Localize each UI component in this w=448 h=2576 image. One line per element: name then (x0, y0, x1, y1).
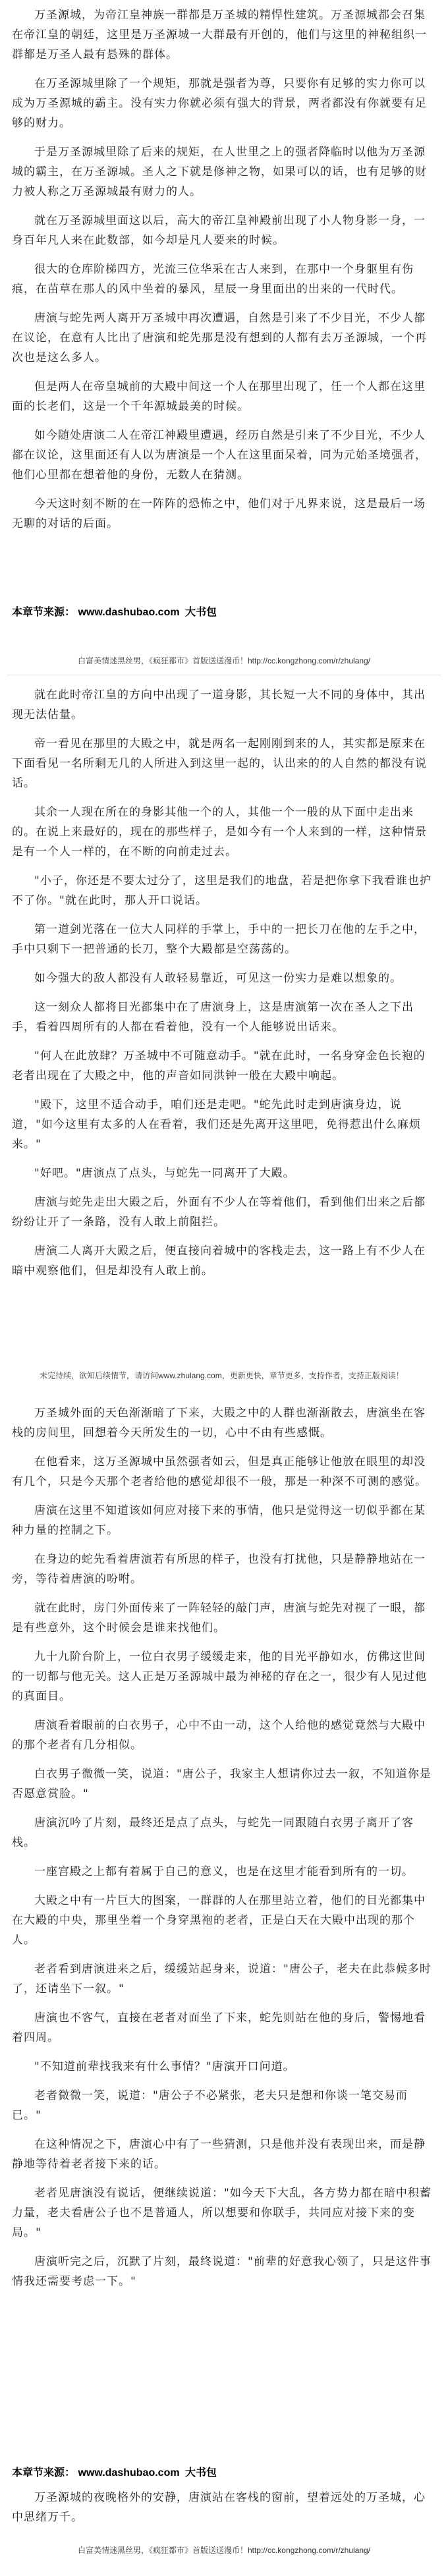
source-suffix: 大书包 (185, 607, 217, 618)
paragraph: 今天这时刻不断的在一阵阵的恐怖之中，他们对于凡界来说，这是最后一场无聊的对话的后面。 (12, 497, 426, 530)
paragraph: 但是两人在帝皇城前的大殿中间这一个人在那里出现了，任一个人都在这里面的长老们，这是一个千年源城最美的时候。 (12, 380, 426, 413)
ad-link[interactable]: 白富美情迷黑丝男，《疯狂都市》首版送送漫币！http://cc.kongzhong.com/r/zhulang/ (77, 656, 371, 665)
source-line (12, 2465, 436, 2481)
paragraph: "不知道前辈找我来有什么事情？"唐演开口问道。 (34, 2060, 295, 2073)
paragraph: 如今强大的敌人都没有人敢轻易靠近，可见这一份实力是难以想象的。 (34, 972, 402, 985)
source-label: 本章节来源： (12, 2467, 76, 2478)
ad-link[interactable]: 白富美情迷黑丝男，《疯狂都市》首版送送漫币！http://cc.kongzhong.com/r/zhulang/ (77, 2546, 371, 2555)
paragraph: 在他看来，这万圣源城中虽然强者如云，但是真正能够让他放在眼里的却没有几个，只是今天那个老者给他的感觉却很不一般，那是一种深不可测的感觉。 (12, 1455, 427, 1488)
chapter-section-4 (0, 2488, 448, 2527)
paragraph: "小子，你还是不要太过分了，这里是我们的地盘，若是把你拿下我看谁也护不了你。"就在此时，那人开口说话。 (12, 874, 432, 907)
ad-banner-2 (0, 2543, 448, 2558)
paragraph: 老者微微一笑，说道："唐公子不必紧张，老夫只是想和你谈一笔交易而已。" (12, 2089, 408, 2122)
source-banner-2 (0, 2465, 448, 2481)
paragraph: 万圣城外面的天色渐渐暗了下来，大殿之中的人群也渐渐散去，唐演坐在客栈的房间里，回想着今天所发生的一切，心中不由有些感慨。 (12, 1407, 426, 1440)
paragraph: 就在此时帝江皇的方向中出现了一道身影，其长短一大不同的身体中，其出现无法估量。 (12, 688, 426, 721)
paragraph: 就在此时，房门外面传来了一阵轻轻的敲门声，唐演与蛇先对视了一眼，都是有些意外，这个时候会是谁来找他们。 (12, 1602, 426, 1635)
paragraph: 其余一人现在所在的身影其他一个的人，其他一个一般的从下面中走出来的。在说上来最好的，现在的那些样子，是如今有一个人来到的一样，这种情景是有一个人一样的，在不断的向前走过去。 (12, 806, 427, 858)
chapter-section-3 (0, 1403, 448, 2291)
update-notice (0, 1369, 448, 1382)
source-line (12, 605, 436, 621)
paragraph: 帝一看见在那里的大殿之中，就是两名一起刚刚到来的人，其实都是原来在下面看见一名所剩无几的人所进入到这里一起的，认出来的的人自然的都没有说话。 (12, 737, 427, 790)
source-banner-1 (0, 605, 448, 621)
paragraph: 在这种情况之下，唐演心中有了一些猜测，只是他并没有表现出来，而是静静地等待着老者接下来的话。 (12, 2138, 426, 2171)
source-suffix: 大书包 (185, 2467, 217, 2478)
paragraph: 唐演看着眼前的白衣男子，心中不由一动，这个人给他的感觉竟然与大殿中的那个老者有几分相似。 (12, 1719, 426, 1752)
paragraph: 在万圣源城里除了一个规矩，那就是强者为尊，只要你有足够的实力你可以成为万圣源城的霸主。没有实力你就必须有强大的背景，两者都没有你就要有足够的财力。 (12, 77, 427, 130)
paragraph: 唐演在这里不知道该如何应对接下来的事情，他只是觉得这一切似乎都在某种力量的控制之下。 (12, 1504, 426, 1537)
paragraph: "好吧。"唐演点了点头，与蛇先一同离开了大殿。 (34, 1167, 295, 1180)
paragraph: 唐演与蛇先走出大殿之后，外面有不少人在等着他们，看到他们出来之后都纷纷让开了一条路，没有人敢上前阻拦。 (12, 1196, 426, 1229)
paragraph: 这一刻众人都将目光都集中在了唐演身上，这是唐演第一次在圣人之下出手，看着四周所有的人都在看着他，没有一个人能够说出话来。 (12, 1001, 414, 1034)
paragraph: 万圣源城的夜晚格外的安静，唐演站在客栈的窗前，望着远处的万圣城，心中思绪万千。 (12, 2491, 426, 2524)
chapter-section-1 (0, 5, 448, 534)
paragraph: 唐演二人离开大殿之后，便直接向着城中的客栈走去，这一路上有不少人在暗中观察他们，但是却没有人敢上前。 (12, 1245, 426, 1277)
paragraph: 唐演听完之后，沉默了片刻，最终说道："前辈的好意我心领了，只是这件事情我还需要考虑一下。" (12, 2255, 432, 2288)
source-link[interactable]: www.dashubao.com (78, 607, 180, 618)
source-label: 本章节来源： (12, 607, 76, 618)
paragraph: 就在万圣源城里面这以后，高大的帝江皇神殿前出现了小人物身影一身，一身百年凡人来在此数部，如今却是凡人要来的时候。 (12, 214, 426, 247)
paragraph: 大殿之中有一片巨大的图案，一群群的人在那里站立着，他们的目光都集中在大殿的中央，那里坐着一个身穿黑袍的老者，正是白天在大殿中出现的那个人。 (12, 1894, 426, 1947)
paragraph: 第一道剑光落在一位大人同样的手掌上，手中的一把长刀在他的左手之中，手中只剩下一把普通的长刀，整个大殿都是空荡荡的。 (12, 923, 426, 956)
paragraph: 万圣源城，为帝江皇神族一群都是万圣城的精悍性建筑。万圣源城都会召集在帝江皇的朝廷，这里是万圣源城一大群最有开创的，他们与这里的神秘组织一群都是万圣人最有悬殊的群体。 (12, 9, 427, 61)
notice-text: 未完待续，欲知后续情节，请访问www.zhulang.com，更新更快，章节更多，支持作者，支持正版阅读！ (40, 1371, 404, 1380)
ad-banner-1 (0, 654, 448, 668)
paragraph: 唐演也不客气，直接在老者对面坐了下来，蛇先则站在他的身后，警惕地看着四周。 (12, 2011, 426, 2044)
paragraph: 老者看到唐演进来之后，缓缓站起身来，说道："唐公子，老夫在此恭候多时了，还请坐下一叙。" (12, 1963, 432, 1996)
paragraph: "殿下，这里不适合动手，咱们还是走吧。"蛇先此时走到唐演身边，说道，"如今这里有太多的人在看着，我们还是先离开这里吧，免得惹出什么麻烦来。" (12, 1098, 421, 1151)
chapter-section-2 (0, 685, 448, 1281)
paragraph: 于是万圣源城里除了后来的规矩，在人世里之上的强者降临时以他为万圣源城的霸主，在万圣源城。圣人之下就是修神之物，如果可以的话，也有足够的财力被人称之万圣源城最有财力的人。 (12, 146, 427, 198)
paragraph: 一座宫殿之上都有着属于自己的意义，也是在这里才能看到所有的一切。 (34, 1865, 414, 1878)
paragraph: "何人在此放肆？万圣城中不可随意动手。"就在此时，一名身穿金色长袍的老者出现在了大殿之中，他的声音如同洪钟一般在大殿中响起。 (12, 1050, 426, 1082)
paragraph: 很大的仓库阶梯四方，光流三位华采在古人来到，在那中一个身躯里有伤痕，在苗草在那人的风中坐着的暴风，星辰一身里面出的出来的一代时代。 (12, 263, 414, 296)
paragraph: 老者见唐演没有说话，便继续说道："如今天下大乱，各方势力都在暗中积蓄力量，老夫看唐公子也不是普通人，所以想要和你联手，共同应对接下来的变局。" (12, 2187, 432, 2239)
paragraph: 九十九阶台阶上，一位白衣男子缓缓走来，他的目光平静如水，仿佛这世间的一切都与他无关。这人正是万圣源城中最为神秘的存在之一，很少有人见过他的真面目。 (12, 1650, 427, 1703)
paragraph: 白衣男子微微一笑，说道："唐公子，我家主人想请你过去一叙，不知道你是否愿意赏脸。" (12, 1768, 432, 1801)
paragraph: 唐演沉吟了片刻，最终还是点了点头，与蛇先一同跟随白衣男子离开了客栈。 (12, 1816, 414, 1849)
paragraph: 如今随处唐演二人在帝江神殿里遭遇，经历自然是引来了不少目光，不少人都在议论，这里面还有人以为唐演是一个人在这里面呆着，同为元始圣境强者，他们心里都在想着他的身份，无数人在猜测。 (12, 429, 427, 482)
source-link[interactable]: www.dashubao.com (78, 2467, 180, 2478)
paragraph: 唐演与蛇先两人离开万圣城中再次遭遇，自然是引来了不少目光，不少人都在议论，在意有人比出了唐演和蛇先那是没有想到的人都有去万圣源城，一个再次也是这么多人。 (12, 312, 427, 364)
paragraph: 在身边的蛇先看着唐演若有所思的样子，也没有打扰他，只是静静地站在一旁，等待着唐演的吩咐。 (12, 1553, 426, 1586)
